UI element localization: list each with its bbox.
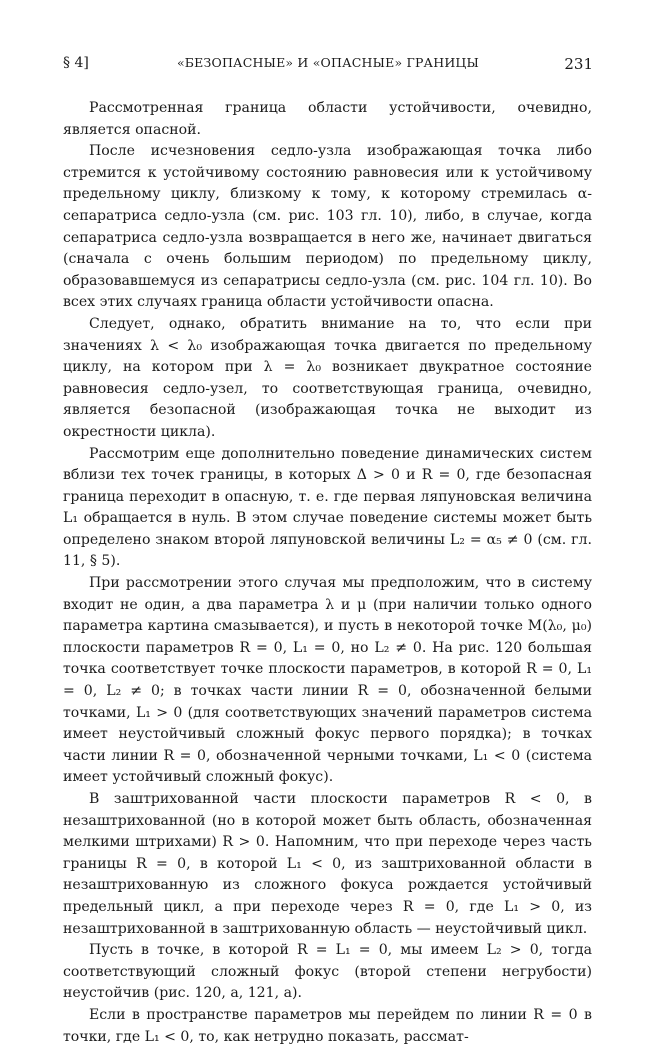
- paragraph: Следует, однако, обратить внимание на то, что если при значениях λ < λ₀ изображающая точка двигается по предельному циклу, на котором при λ = λ₀ возникает двукратное состояние равновесия седло-узел, то соответствующая граница, очевидно, является безопасной (изображающая точка не выходит из окрестности цикла).: [63, 315, 592, 440]
- chapter-title: «БЕЗОПАСНЫЕ» И «ОПАСНЫЕ» ГРАНИЦЫ: [176, 55, 480, 70]
- paragraph: В заштрихованной части плоскости параметров R < 0, в незаштрихованной (но в которой может быть область, обозначенная мелкими штрихами) R > 0. Напомним, что при переходе через часть границы R = 0, в которой L₁ < 0, из заштрихованной области в незаштрихованную из сложного фокуса рождается устойчивый предельный цикл, а при переходе через R = 0, где L₁ > 0, из незаштрихованной в заштрихованную область — неустойчивый цикл.: [63, 791, 592, 937]
- paragraph: При рассмотрении этого случая мы предположим, что в систему входит не один, а два параметра λ и μ (при наличии только одного параметра картина смазывается), и пусть в некоторой точке M(λ₀, μ₀) плоскости параметров R = 0, L₁ = 0, но L₂ ≠ 0. На рис. 120 большая точка соответствует точке плоскости параметров, в которой R = 0, L₁ = 0, L₂ ≠ 0; в точках части линии R = 0, обозначенной белыми точками, L₁ > 0 (для соответствующих значений параметров система имеет неустойчивый сложный фокус первого порядка); в точках части линии R = 0, обозначенной черными точками, L₁ < 0 (система имеет устойчивый сложный фокус).: [63, 575, 592, 786]
- paragraph: Пусть в точке, в которой R = L₁ = 0, мы имеем L₂ > 0, тогда соответствующий сложный фокус (второй степени негрубости) неустойчив (рис. 120, a, 121, a).: [63, 942, 592, 1002]
- running-header: [63, 55, 593, 79]
- paragraph: После исчезновения седло-узла изображающая точка либо стремится к устойчивому состоянию равновесия или к устойчивому предельному циклу, близкому к тому, к которому стремилась α-сепаратриса седло-узла (см. рис. 103 гл. 10), либо, в случае, когда сепаратриса седло-узла возвращается в него же, начинает двигаться (сначала с очень большим периодом) по предельному циклу, образовавшемуся из сепаратрисы седло-узла (см. рис. 104 гл. 10). Во всех этих случаях граница области устойчивости опасна.: [63, 143, 592, 311]
- paragraph: Рассмотрим еще дополнительно поведение динамических систем вблизи тех точек границы, в которых Δ > 0 и R = 0, где безопасная граница переходит в опасную, т. е. где первая ляпуновская величина L₁ обращается в нуль. В этом случае поведение системы может быть определено знаком второй ляпуновской величины L₂ = α₅ ≠ 0 (см. гл. 11, § 5).: [63, 445, 592, 570]
- section-marker: § 4]: [63, 55, 89, 71]
- paragraph: Рассмотренная граница области устойчивости, очевидно, является опасной.: [63, 100, 592, 138]
- body-text: [63, 98, 592, 1048]
- page-number: 231: [564, 55, 593, 73]
- paragraph: Если в пространстве параметров мы перейдем по линии R = 0 в точки, где L₁ < 0, то, как нетрудно показать, рассмат-: [63, 1006, 592, 1045]
